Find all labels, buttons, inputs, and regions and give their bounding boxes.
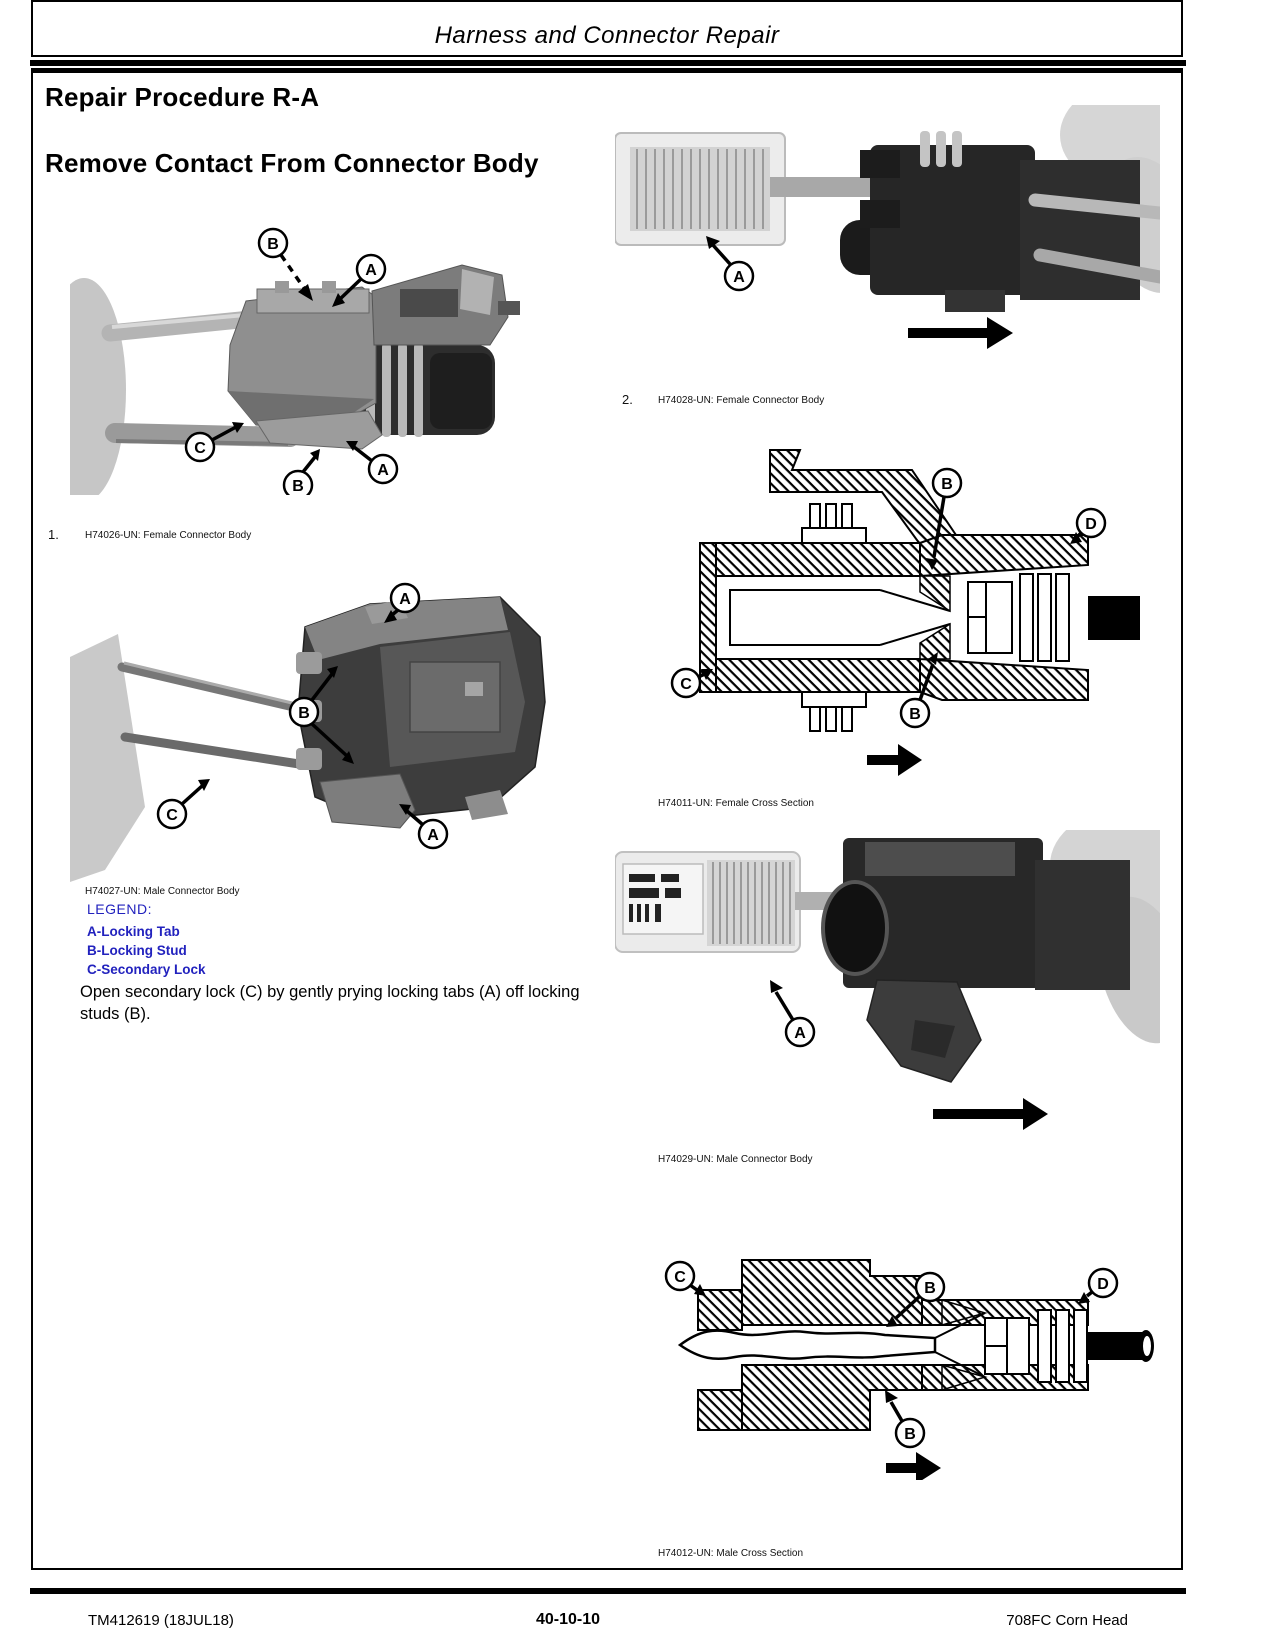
svg-text:B: B — [298, 705, 310, 722]
thumb — [70, 278, 126, 495]
wires — [122, 663, 315, 766]
callout-d — [1078, 1269, 1117, 1304]
svg-text:B: B — [909, 706, 921, 723]
figure-male-removal-photo — [615, 830, 1160, 1140]
figure1-caption: H74026-UN: Female Connector Body — [85, 530, 252, 541]
svg-text:C: C — [166, 807, 178, 824]
direction-arrow — [908, 317, 1013, 349]
footer-manual-id: TM412619 (18JUL18) — [88, 1612, 234, 1629]
connector-body — [228, 265, 520, 449]
svg-text:C: C — [194, 440, 206, 457]
footer-model: 708FC Corn Head — [1006, 1612, 1128, 1629]
header-box — [31, 0, 1183, 57]
legend-list — [87, 922, 206, 979]
direction-arrow — [933, 1098, 1048, 1130]
svg-text:A: A — [427, 827, 439, 844]
svg-text:D: D — [1085, 516, 1097, 533]
female-contact — [730, 574, 1069, 661]
legend-item-a: A-Locking Tab — [87, 924, 180, 939]
svg-text:B: B — [904, 1426, 916, 1443]
svg-text:A: A — [794, 1025, 806, 1042]
callout-a-bottom — [346, 441, 397, 483]
figure3-caption: H74028-UN: Female Connector Body — [658, 395, 825, 406]
removal-tool — [615, 852, 845, 952]
figure5-caption: H74029-UN: Male Connector Body — [658, 1154, 813, 1165]
procedure-text: Open secondary lock (C) by gently prying locking tabs (A) off locking studs (B). — [80, 983, 580, 1023]
footer-page-number: 40-10-10 — [536, 1611, 601, 1628]
connector-body — [296, 597, 545, 828]
svg-text:B: B — [292, 478, 304, 495]
wire — [1088, 596, 1140, 640]
connector-body — [823, 838, 1130, 1082]
removal-tool — [615, 133, 880, 245]
svg-text:A: A — [733, 269, 745, 286]
svg-text:B: B — [924, 1280, 936, 1297]
figure3-number: 2. — [622, 392, 633, 407]
callout-c — [158, 779, 210, 828]
svg-text:A: A — [399, 591, 411, 608]
figure1-number: 1. — [48, 527, 59, 542]
subsection-title: Remove Contact From Connector Body — [45, 148, 539, 178]
svg-text:A: A — [377, 462, 389, 479]
wire — [1088, 1330, 1154, 1362]
svg-text:B: B — [941, 476, 953, 493]
legend-item-b: B-Locking Stud — [87, 943, 187, 958]
figure4-caption: H74011-UN: Female Cross Section — [658, 798, 814, 809]
legend-title: LEGEND: — [87, 901, 152, 917]
section-title: Repair Procedure R-A — [45, 82, 320, 112]
figure-male-connector-photo — [70, 552, 550, 882]
svg-text:C: C — [680, 676, 692, 693]
direction-arrow — [886, 1452, 941, 1480]
figure-female-cross-section — [620, 440, 1140, 785]
svg-text:B: B — [267, 236, 279, 253]
figure-male-cross-section — [640, 1180, 1160, 1480]
figure6-caption: H74012-UN: Male Cross Section — [658, 1548, 804, 1559]
callout-a — [770, 980, 814, 1046]
figure2-caption: H74027-UN: Male Connector Body — [85, 886, 240, 897]
callout-b-bottom — [885, 1390, 924, 1447]
header-rule — [30, 60, 1186, 66]
callout-c — [666, 1262, 706, 1296]
svg-text:D: D — [1097, 1276, 1109, 1293]
callout-b-bottom — [284, 449, 320, 495]
footer-rule — [30, 1588, 1186, 1594]
svg-text:A: A — [365, 262, 377, 279]
direction-arrow — [867, 744, 922, 776]
legend-item-c: C-Secondary Lock — [87, 962, 206, 977]
figure-female-removal-photo — [615, 105, 1160, 380]
header-title: Harness and Connector Repair — [434, 22, 780, 49]
figure-female-connector-photo — [70, 195, 520, 495]
svg-text:C: C — [674, 1269, 686, 1286]
